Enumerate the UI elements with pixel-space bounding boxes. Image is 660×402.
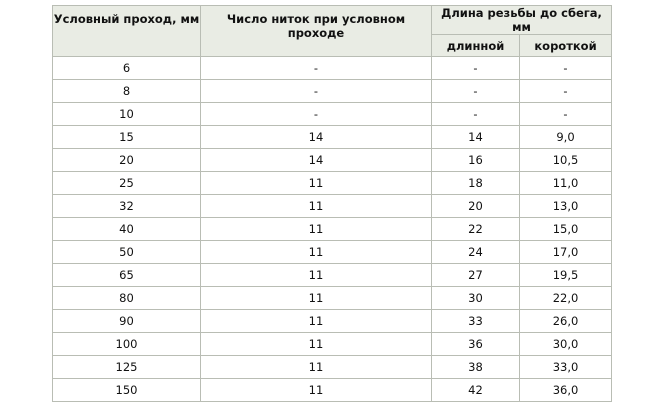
cell-thread-count: 11 xyxy=(201,379,432,402)
cell-thread-count: 11 xyxy=(201,218,432,241)
header-long: длинной xyxy=(432,35,520,57)
header-short: короткой xyxy=(520,35,612,57)
cell-nominal-bore: 10 xyxy=(53,103,201,126)
header-row xyxy=(53,6,612,35)
table-row xyxy=(53,126,612,149)
header-thread-count: Число ниток при условном проходе xyxy=(201,6,432,57)
cell-length-short: - xyxy=(520,80,612,103)
cell-thread-count: - xyxy=(201,57,432,80)
header-nominal-bore: Условный проход, мм xyxy=(53,6,201,57)
cell-thread-count: 11 xyxy=(201,241,432,264)
cell-length-long: - xyxy=(432,57,520,80)
cell-length-long: 27 xyxy=(432,264,520,287)
cell-length-short: 33,0 xyxy=(520,356,612,379)
cell-thread-count: 11 xyxy=(201,310,432,333)
cell-length-long: 20 xyxy=(432,195,520,218)
cell-length-short: 9,0 xyxy=(520,126,612,149)
cell-length-long: 30 xyxy=(432,287,520,310)
cell-thread-count: 14 xyxy=(201,126,432,149)
cell-thread-count: 11 xyxy=(201,195,432,218)
table-row xyxy=(53,241,612,264)
table-row xyxy=(53,310,612,333)
cell-nominal-bore: 90 xyxy=(53,310,201,333)
cell-length-short: 11,0 xyxy=(520,172,612,195)
cell-thread-count: 11 xyxy=(201,287,432,310)
cell-length-short: 15,0 xyxy=(520,218,612,241)
table-row xyxy=(53,356,612,379)
cell-nominal-bore: 65 xyxy=(53,264,201,287)
cell-thread-count: 11 xyxy=(201,356,432,379)
cell-nominal-bore: 20 xyxy=(53,149,201,172)
cell-thread-count: 11 xyxy=(201,264,432,287)
table-row xyxy=(53,379,612,402)
cell-length-short: 22,0 xyxy=(520,287,612,310)
cell-length-short: 30,0 xyxy=(520,333,612,356)
cell-nominal-bore: 100 xyxy=(53,333,201,356)
cell-nominal-bore: 125 xyxy=(53,356,201,379)
table-row xyxy=(53,149,612,172)
cell-nominal-bore: 32 xyxy=(53,195,201,218)
cell-nominal-bore: 15 xyxy=(53,126,201,149)
cell-nominal-bore: 50 xyxy=(53,241,201,264)
cell-length-long: 16 xyxy=(432,149,520,172)
cell-thread-count: - xyxy=(201,103,432,126)
cell-thread-count: 11 xyxy=(201,172,432,195)
cell-length-long: 38 xyxy=(432,356,520,379)
table-row xyxy=(53,172,612,195)
cell-length-short: 36,0 xyxy=(520,379,612,402)
cell-length-long: - xyxy=(432,103,520,126)
cell-nominal-bore: 6 xyxy=(53,57,201,80)
cell-thread-count: - xyxy=(201,80,432,103)
cell-length-long: - xyxy=(432,80,520,103)
cell-thread-count: 11 xyxy=(201,333,432,356)
cell-length-long: 14 xyxy=(432,126,520,149)
cell-nominal-bore: 25 xyxy=(53,172,201,195)
header-thread-length: Длина резьбы до сбега, мм xyxy=(432,6,612,35)
cell-length-long: 18 xyxy=(432,172,520,195)
cell-length-short: - xyxy=(520,57,612,80)
table-row xyxy=(53,57,612,80)
cell-length-short: 26,0 xyxy=(520,310,612,333)
table-row xyxy=(53,103,612,126)
cell-length-long: 42 xyxy=(432,379,520,402)
cell-nominal-bore: 150 xyxy=(53,379,201,402)
thread-length-table xyxy=(52,5,612,402)
table-row xyxy=(53,195,612,218)
cell-length-short: 10,5 xyxy=(520,149,612,172)
table-header xyxy=(53,6,612,57)
cell-length-short: 17,0 xyxy=(520,241,612,264)
cell-length-long: 24 xyxy=(432,241,520,264)
table-row xyxy=(53,287,612,310)
table-body xyxy=(53,57,612,402)
table-row xyxy=(53,264,612,287)
cell-length-short: 13,0 xyxy=(520,195,612,218)
cell-thread-count: 14 xyxy=(201,149,432,172)
cell-length-long: 36 xyxy=(432,333,520,356)
table-row xyxy=(53,333,612,356)
cell-nominal-bore: 80 xyxy=(53,287,201,310)
cell-length-long: 22 xyxy=(432,218,520,241)
cell-length-long: 33 xyxy=(432,310,520,333)
table-row xyxy=(53,218,612,241)
cell-nominal-bore: 40 xyxy=(53,218,201,241)
table-row xyxy=(53,80,612,103)
cell-nominal-bore: 8 xyxy=(53,80,201,103)
cell-length-short: 19,5 xyxy=(520,264,612,287)
cell-length-short: - xyxy=(520,103,612,126)
